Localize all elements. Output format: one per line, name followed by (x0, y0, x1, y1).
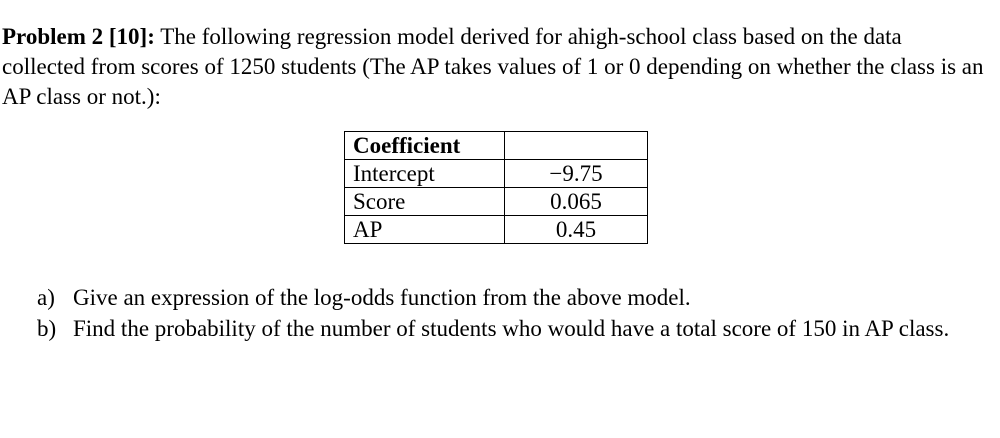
question-list (37, 282, 987, 344)
question-a (37, 282, 987, 313)
row-value: 0.45 (505, 216, 648, 244)
row-name: Score (345, 188, 505, 216)
table-header-row (345, 132, 648, 160)
problem-statement (2, 22, 987, 112)
question-text: Find the probability of the number of students who would have a total score of 150 in AP class. (73, 316, 950, 341)
table-header-value (505, 132, 648, 160)
table-row (345, 188, 648, 216)
question-text: Give an expression of the log-odds function from the above model. (73, 285, 691, 310)
question-label: a) (37, 285, 55, 310)
problem-text: The following regression model derived for ahigh-school class based on the data collected from scores of 1250 students (The AP takes values of 1 or 0 depending on whether the class is an AP class or not.): (2, 24, 984, 109)
row-name: Intercept (345, 160, 505, 188)
question-label: b) (37, 316, 57, 341)
coefficient-table (344, 131, 648, 244)
problem-heading: Problem 2 [10]: (2, 24, 155, 49)
row-name: AP (345, 216, 505, 244)
row-value: −9.75 (505, 160, 648, 188)
row-value: 0.065 (505, 188, 648, 216)
table-row (345, 160, 648, 188)
question-b (37, 313, 987, 344)
table-row (345, 216, 648, 244)
table-header-coefficient: Coefficient (345, 132, 505, 160)
